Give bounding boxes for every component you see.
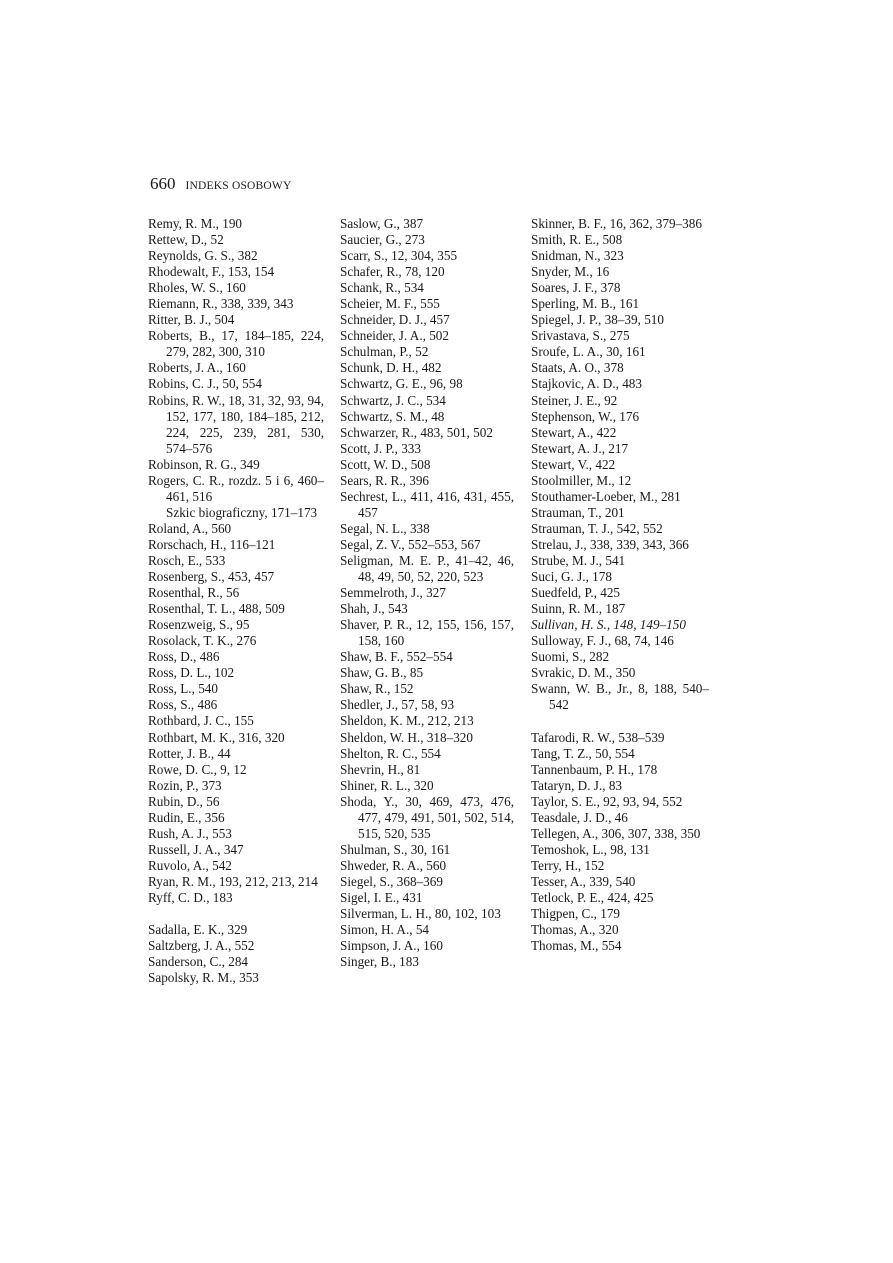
index-entry: Skinner, B. F., 16, 362, 379–386	[531, 216, 702, 231]
index-entry: Shoda, Y., 30, 469, 473, 476, 477, 479, 491, 501, 502, 514, 515, 520, 535	[340, 793, 514, 841]
index-entry: Stoolmiller, M., 12	[531, 472, 632, 488]
index-entry: Schwartz, G. E., 96, 98	[340, 376, 463, 392]
index-entry: Segal, Z. V., 552–553, 567	[340, 536, 481, 552]
index-entry: Rosenthal, T. L., 488, 509	[148, 601, 285, 617]
index-entry: Schwartz, J. C., 534	[340, 392, 446, 408]
running-title: INDEKS OSOBOWY	[185, 180, 292, 192]
index-entry: Saslow, G., 387	[340, 216, 424, 231]
index-entry: Schulman, P., 52	[340, 344, 429, 360]
index-entry: Silverman, L. H., 80, 102, 103	[340, 906, 501, 922]
index-entry: Robinson, R. G., 349	[148, 456, 260, 472]
index-entry: Staats, A. O., 378	[531, 360, 624, 376]
index-column-2	[340, 216, 514, 970]
index-entry: Tafarodi, R. W., 538–539	[531, 729, 665, 745]
index-entry: Strauman, T. J., 542, 552	[531, 520, 663, 536]
index-entry: Ritter, B. J., 504	[148, 312, 235, 328]
index-entry: Snyder, M., 16	[531, 264, 610, 280]
index-entry: Ross, D., 486	[148, 649, 220, 665]
index-entry: Scott, W. D., 508	[340, 456, 431, 472]
index-entry: Ruvolo, A., 542	[148, 857, 232, 873]
index-entry: Roland, A., 560	[148, 520, 232, 536]
index-entry: Taylor, S. E., 92, 93, 94, 552	[531, 793, 683, 809]
index-entry: Riemann, R., 338, 339, 343	[148, 296, 294, 312]
index-entry: Shevrin, H., 81	[340, 761, 421, 777]
index-entry: Rubin, D., 56	[148, 793, 220, 809]
index-entry: Thomas, M., 554	[531, 938, 622, 954]
index-entry: Rozin, P., 373	[148, 777, 222, 793]
index-entry: Suomi, S., 282	[531, 649, 610, 665]
index-entry: Robins, R. W., 18, 31, 32, 93, 94, 152, 177, 180, 184–185, 212, 224, 225, 239, 281, 530, 574–576	[148, 392, 324, 456]
index-entry: Ross, L., 540	[148, 681, 218, 697]
index-entry: Soares, J. F., 378	[531, 280, 621, 296]
index-entry: Sulloway, F. J., 68, 74, 146	[531, 633, 674, 649]
index-entry: Sperling, M. B., 161	[531, 296, 640, 312]
index-entry: Shaw, B. F., 552–554	[340, 649, 453, 665]
index-entry: Sheldon, W. H., 318–320	[340, 729, 473, 745]
index-entry: Rush, A. J., 553	[148, 825, 232, 841]
index-entry: Reynolds, G. S., 382	[148, 248, 258, 264]
index-entry: Simpson, J. A., 160	[340, 938, 443, 954]
index-entry: Rothbard, J. C., 155	[148, 713, 254, 729]
index-entry: Sullivan, H. S., 148, 149–150	[531, 617, 686, 633]
index-entry: Terry, H., 152	[531, 857, 605, 873]
index-entry: Remy, R. M., 190	[148, 216, 243, 231]
index-entry: Strelau, J., 338, 339, 343, 366	[531, 536, 689, 552]
index-entry: Ross, S., 486	[148, 697, 218, 713]
page-number: 660	[150, 174, 176, 193]
index-entry: Shaw, R., 152	[340, 681, 414, 697]
index-entry: Roberts, J. A., 160	[148, 360, 246, 376]
index-entry: Rhodewalt, F., 153, 154	[148, 264, 275, 280]
index-entry: Sroufe, L. A., 30, 161	[531, 344, 646, 360]
index-entry: Steiner, J. E., 92	[531, 392, 618, 408]
index-entry: Temoshok, L., 98, 131	[531, 841, 650, 857]
running-header	[150, 174, 291, 194]
index-entry: Tang, T. Z., 50, 554	[531, 745, 635, 761]
index-entry: Thigpen, C., 179	[531, 906, 621, 922]
index-entry: Stajkovic, A. D., 483	[531, 376, 642, 392]
index-entry: Rogers, C. R., rozdz. 5 i 6, 460–461, 516	[148, 472, 324, 504]
index-entry: Seligman, M. E. P., 41–42, 46, 48, 49, 50, 52, 220, 523	[340, 552, 514, 585]
index-entry: Singer, B., 183	[340, 954, 419, 970]
index-entry: Stewart, V., 422	[531, 456, 616, 472]
index-entry: Saltzberg, J. A., 552	[148, 938, 255, 954]
index-entry: Ryff, C. D., 183	[148, 889, 233, 905]
index-entry: Rotter, J. B., 44	[148, 745, 231, 761]
index-entry: Strube, M. J., 541	[531, 552, 626, 568]
index-entry: Schwartz, S. M., 48	[340, 408, 445, 424]
index-entry: Suci, G. J., 178	[531, 569, 612, 585]
index-entry: Rosch, E., 533	[148, 552, 226, 568]
index-entry: Swann, W. B., Jr., 8, 188, 540–542	[531, 681, 709, 713]
index-entry: Sanderson, C., 284	[148, 954, 249, 970]
index-entry: Suinn, R. M., 187	[531, 601, 626, 617]
index-entry: Shah, J., 543	[340, 601, 408, 617]
index-entry: Sechrest, L., 411, 416, 431, 455, 457	[340, 488, 514, 520]
index-column-3	[531, 216, 709, 954]
index-entry: Rholes, W. S., 160	[148, 280, 246, 296]
index-subentry: Szkic biograficzny, 171–173	[166, 504, 318, 520]
index-entry: Stewart, A., 422	[531, 424, 617, 440]
index-entry: Scheier, M. F., 555	[340, 296, 440, 312]
index-entry: Schwarzer, R., 483, 501, 502	[340, 424, 493, 440]
index-entry: Tetlock, P. E., 424, 425	[531, 889, 654, 905]
index-entry: Siegel, S., 368–369	[340, 873, 443, 889]
index-entry: Tannenbaum, P. H., 178	[531, 761, 658, 777]
index-entry: Teasdale, J. D., 46	[531, 809, 628, 825]
section-gap	[531, 713, 709, 729]
index-entry: Schafer, R., 78, 120	[340, 264, 445, 280]
index-entry: Thomas, A., 320	[531, 922, 619, 938]
index-entry: Roberts, B., 17, 184–185, 224, 279, 282, 300, 310	[148, 328, 324, 360]
index-entry: Suedfeld, P., 425	[531, 585, 621, 601]
index-entry: Simon, H. A., 54	[340, 922, 430, 938]
index-entry: Ross, D. L., 102	[148, 665, 235, 681]
index-entry: Rothbart, M. K., 316, 320	[148, 729, 285, 745]
index-entry: Schunk, D. H., 482	[340, 360, 442, 376]
index-entry: Stouthamer-Loeber, M., 281	[531, 488, 681, 504]
index-entry: Shaw, G. B., 85	[340, 665, 424, 681]
index-entry: Stephenson, W., 176	[531, 408, 640, 424]
index-entry: Rosenzweig, S., 95	[148, 617, 250, 633]
index-entry: Rowe, D. C., 9, 12	[148, 761, 247, 777]
index-entry: Rosenthal, R., 56	[148, 585, 240, 601]
index-entry: Shiner, R. L., 320	[340, 777, 434, 793]
index-entry: Sheldon, K. M., 212, 213	[340, 713, 474, 729]
index-entry: Robins, C. J., 50, 554	[148, 376, 262, 392]
index-entry: Tataryn, D. J., 83	[531, 777, 623, 793]
index-entry: Russell, J. A., 347	[148, 841, 244, 857]
index-entry: Segal, N. L., 338	[340, 520, 430, 536]
index-entry: Rosenberg, S., 453, 457	[148, 569, 275, 585]
index-entry: Svrakic, D. M., 350	[531, 665, 636, 681]
index-entry: Smith, R. E., 508	[531, 232, 623, 248]
index-entry: Rosolack, T. K., 276	[148, 633, 257, 649]
index-entry: Shaver, P. R., 12, 155, 156, 157, 158, 160	[340, 617, 514, 649]
index-entry: Schneider, D. J., 457	[340, 312, 450, 328]
index-entry: Tesser, A., 339, 540	[531, 873, 636, 889]
index-column-1	[148, 216, 324, 986]
index-entry: Sears, R. R., 396	[340, 472, 430, 488]
index-entry: Schneider, J. A., 502	[340, 328, 449, 344]
index-entry: Tellegen, A., 306, 307, 338, 350	[531, 825, 701, 841]
index-entry: Shulman, S., 30, 161	[340, 841, 451, 857]
index-entry: Schank, R., 534	[340, 280, 424, 296]
section-gap	[148, 906, 324, 922]
index-entry: Shelton, R. C., 554	[340, 745, 441, 761]
index-entry: Semmelroth, J., 327	[340, 585, 446, 601]
index-entry: Shedler, J., 57, 58, 93	[340, 697, 455, 713]
index-entry: Scarr, S., 12, 304, 355	[340, 248, 458, 264]
index-entry: Rudin, E., 356	[148, 809, 225, 825]
index-entry: Srivastava, S., 275	[531, 328, 630, 344]
index-entry: Snidman, N., 323	[531, 248, 624, 264]
index-entry: Spiegel, J. P., 38–39, 510	[531, 312, 664, 328]
index-entry: Sadalla, E. K., 329	[148, 922, 248, 938]
index-entry: Strauman, T., 201	[531, 504, 625, 520]
index-entry: Rettew, D., 52	[148, 232, 224, 248]
index-entry: Sigel, I. E., 431	[340, 889, 423, 905]
index-entry: Saucier, G., 273	[340, 232, 425, 248]
index-entry: Rorschach, H., 116–121	[148, 536, 276, 552]
index-entry: Scott, J. P., 333	[340, 440, 421, 456]
index-entry: Ryan, R. M., 193, 212, 213, 214	[148, 873, 318, 889]
index-entry: Stewart, A. J., 217	[531, 440, 629, 456]
index-entry: Shweder, R. A., 560	[340, 857, 447, 873]
index-entry: Sapolsky, R. M., 353	[148, 970, 259, 986]
